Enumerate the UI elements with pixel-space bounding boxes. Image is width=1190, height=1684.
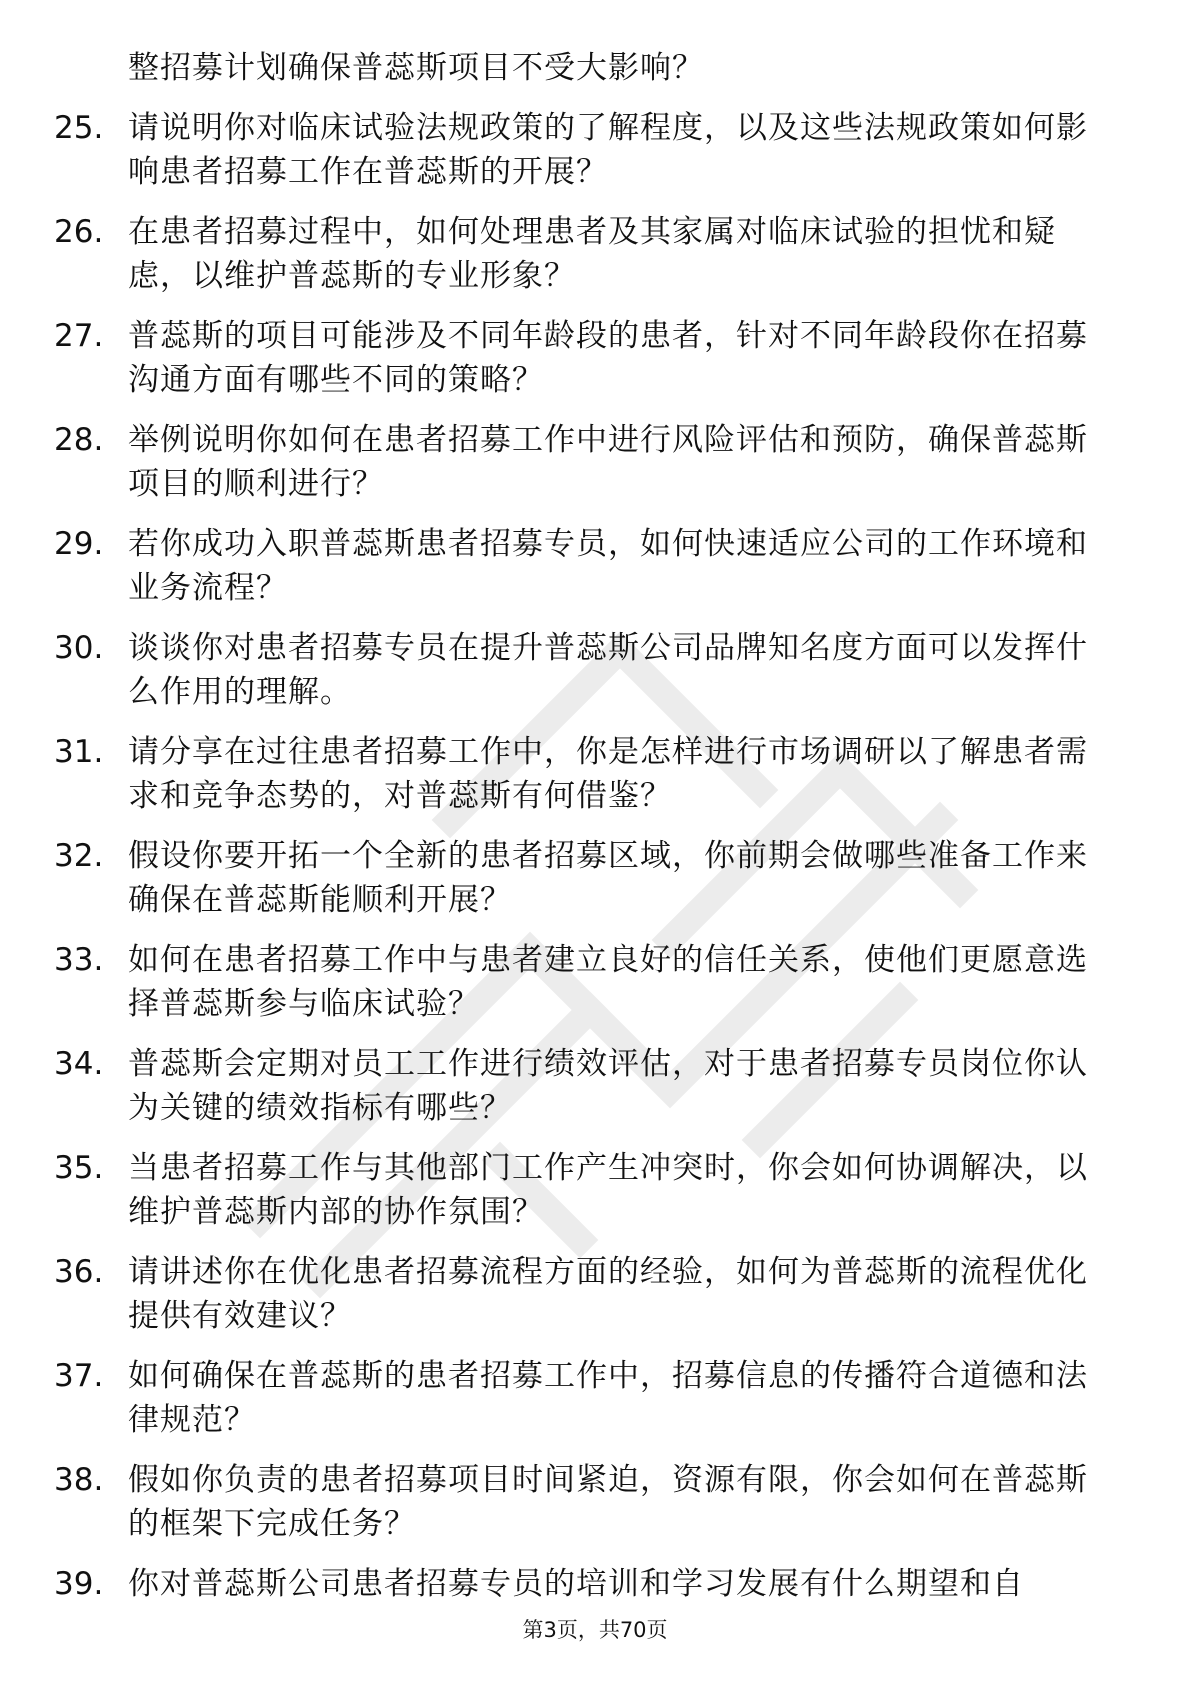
question-item [0, 1042, 1190, 1146]
continuation-text: 整招募计划确保普蕊斯项目不受大影响？ [128, 50, 704, 86]
question-item [0, 210, 1190, 314]
question-number: 34. [54, 1046, 104, 1082]
question-number: 38. [54, 1462, 104, 1498]
question-number: 32. [54, 838, 104, 874]
question-number: 29. [54, 526, 104, 562]
question-text: 如何在患者招募工作中与患者建立良好的信任关系，使他们更愿意选择普蕊斯参与临床试验？ [128, 942, 1088, 1022]
question-item [0, 314, 1190, 418]
question-text: 请分享在过往患者招募工作中，你是怎样进行市场调研以了解患者需求和竞争态势的，对普蕊斯有何借鉴？ [128, 734, 1088, 814]
question-number: 26. [54, 214, 104, 250]
question-item [0, 1354, 1190, 1458]
question-text: 在患者招募过程中，如何处理患者及其家属对临床试验的担忧和疑虑，以维护普蕊斯的专业形象？ [128, 214, 1056, 294]
question-item [0, 1250, 1190, 1354]
question-item [0, 626, 1190, 730]
page-footer: 第3页，共70页 [522, 1618, 668, 1642]
question-text: 普蕊斯的项目可能涉及不同年龄段的患者，针对不同年龄段你在招募沟通方面有哪些不同的策略？ [128, 318, 1088, 398]
question-item [0, 938, 1190, 1042]
question-number: 35. [54, 1150, 104, 1186]
question-text: 谈谈你对患者招募专员在提升普蕊斯公司品牌知名度方面可以发挥什么作用的理解。 [128, 630, 1088, 710]
question-text: 当患者招募工作与其他部门工作产生冲突时，你会如何协调解决，以维护普蕊斯内部的协作氛围？ [128, 1150, 1088, 1230]
question-number: 37. [54, 1358, 104, 1394]
question-text: 你对普蕊斯公司患者招募专员的培训和学习发展有什么期望和自 [128, 1566, 1024, 1602]
question-item [0, 1562, 1190, 1666]
question-item [0, 834, 1190, 938]
question-text: 请讲述你在优化患者招募流程方面的经验，如何为普蕊斯的流程优化提供有效建议？ [128, 1254, 1088, 1334]
question-text: 举例说明你如何在患者招募工作中进行风险评估和预防，确保普蕊斯项目的顺利进行？ [128, 422, 1088, 502]
question-item [0, 418, 1190, 522]
question-text: 假设你要开拓一个全新的患者招募区域，你前期会做哪些准备工作来确保在普蕊斯能顺利开展？ [128, 838, 1088, 918]
question-item [0, 522, 1190, 626]
question-list [0, 106, 1190, 1666]
question-text: 请说明你对临床试验法规政策的了解程度，以及这些法规政策如何影响患者招募工作在普蕊斯的开展？ [128, 110, 1088, 190]
question-number: 25. [54, 110, 104, 146]
question-item [0, 1458, 1190, 1562]
question-text: 如何确保在普蕊斯的患者招募工作中，招募信息的传播符合道德和法律规范？ [128, 1358, 1088, 1438]
question-item [0, 1146, 1190, 1250]
question-number: 39. [54, 1566, 104, 1602]
question-number: 31. [54, 734, 104, 770]
question-number: 28. [54, 422, 104, 458]
question-number: 27. [54, 318, 104, 354]
question-item [0, 106, 1190, 210]
question-number: 33. [54, 942, 104, 978]
question-text: 普蕊斯会定期对员工工作进行绩效评估，对于患者招募专员岗位你认为关键的绩效指标有哪些？ [128, 1046, 1088, 1126]
question-text: 若你成功入职普蕊斯患者招募专员，如何快速适应公司的工作环境和业务流程？ [128, 526, 1088, 606]
question-text: 假如你负责的患者招募项目时间紧迫，资源有限，你会如何在普蕊斯的框架下完成任务？ [128, 1462, 1088, 1542]
question-number: 30. [54, 630, 104, 666]
question-number: 36. [54, 1254, 104, 1290]
question-item [0, 730, 1190, 834]
